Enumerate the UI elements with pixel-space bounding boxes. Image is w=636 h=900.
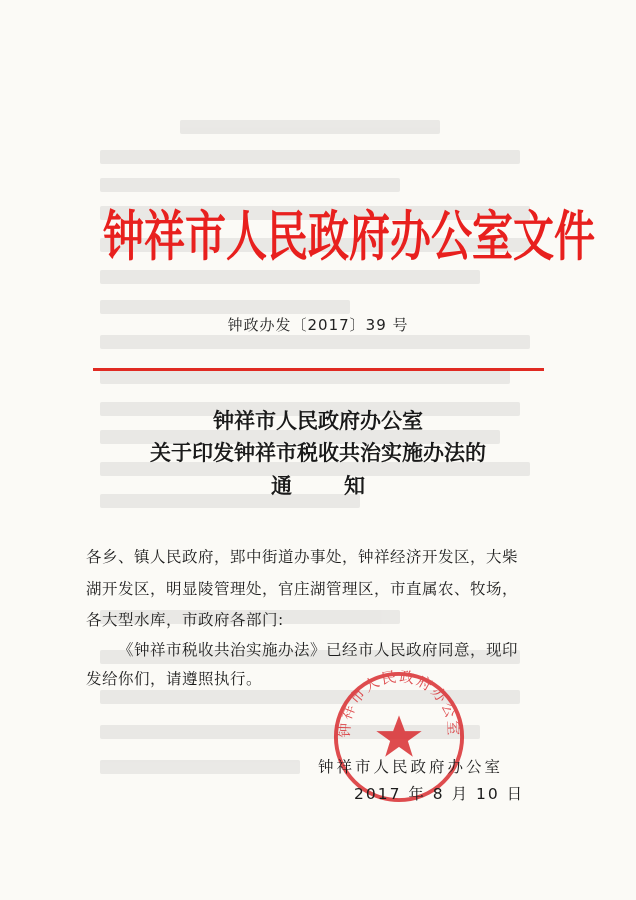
notice-heading-line3: 通知: [271, 473, 417, 498]
notice-heading-line2: 关于印发钟祥市税收共治实施办法的: [150, 440, 486, 465]
notice-heading-line1: 钟祥市人民政府办公室: [213, 408, 423, 433]
document-title: 钟祥市人民政府办公室文件: [103, 205, 595, 269]
document-number: 钟政办发〔2017〕39 号: [227, 316, 409, 334]
signature-date: 2017 年 8 月 10 日: [354, 785, 525, 803]
red-separator-rule: [93, 368, 544, 371]
svg-text:钟祥市人民政府办公室: 钟祥市人民政府办公室: [336, 668, 462, 738]
signature-organization: 钟祥市人民政府办公室: [318, 758, 504, 776]
recipients-line1: 各乡、镇人民政府，郢中街道办事处，钟祥经济开发区，大柴: [86, 548, 519, 566]
recipients-line2: 湖开发区，明显陵管理处，官庄湖管理区，市直属农、牧场，: [86, 580, 519, 598]
recipients-line3: 各大型水库，市政府各部门:: [86, 611, 284, 629]
body-content-line2: 发给你们，请遵照执行。: [86, 670, 263, 688]
body-content-line1: 《钟祥市税收共治实施办法》已经市人民政府同意，现印: [118, 641, 519, 659]
